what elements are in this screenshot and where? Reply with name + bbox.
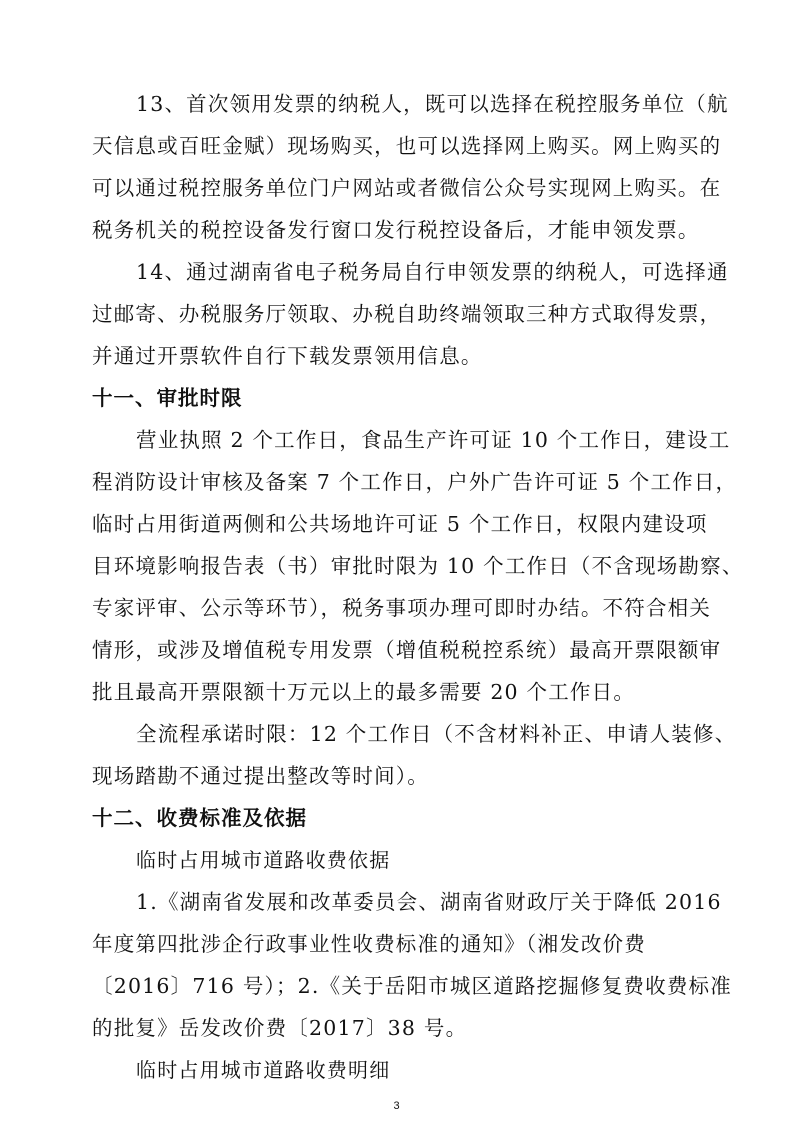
item14-line-1: 14、通过湖南省电子税务局自行申领发票的纳税人，可选择通 <box>136 260 729 284</box>
section11-line-1: 营业执照 2 个工作日，食品生产许可证 10 个工作日，建设工 <box>136 428 731 452</box>
section11-line-3: 临时占用街道两侧和公共场地许可证 5 个工作日，权限内建设项 <box>92 512 708 536</box>
fee-basis-line-2: 年度第四批涉企行政事业性收费标准的通知》（湘发改价费 <box>92 932 646 956</box>
item14-line-3: 并通过开票软件自行下载发票领用信息。 <box>92 344 483 368</box>
section12-heading: 十二、收费标准及依据 <box>92 806 307 830</box>
fee-basis-title: 临时占用城市道路收费依据 <box>136 848 391 872</box>
section11-line-2: 程消防设计审核及备案 7 个工作日，户外广告许可证 5 个工作日， <box>92 470 738 494</box>
fee-basis-line-4: 的批复》岳发改价费〔2017〕38 号。 <box>92 1016 468 1040</box>
section11-promise-line-2: 现场踏勘不通过提出整改等时间）。 <box>92 764 429 788</box>
fee-basis-line-3: 〔2016〕716 号）；2.《关于岳阳市城区道路挖掘修复费收费标准 <box>92 974 732 998</box>
item13-line-1: 13、首次领用发票的纳税人，既可以选择在税控服务单位（航 <box>136 92 729 116</box>
item14-line-2: 过邮寄、办税服务厅领取、办税自助终端领取三种方式取得发票， <box>92 302 722 326</box>
section11-promise-line-1: 全流程承诺时限：12 个工作日（不含材料补正、申请人装修、 <box>136 722 737 746</box>
section11-heading: 十一、审批时限 <box>92 386 243 410</box>
fee-detail-title: 临时占用城市道路收费明细 <box>136 1058 391 1082</box>
section11-line-7: 批且最高开票限额十万元以上的最多需要 20 个工作日。 <box>92 680 636 704</box>
item13-line-2: 天信息或百旺金赋）现场购买，也可以选择网上购买。网上购买的 <box>92 134 722 158</box>
item13-line-3: 可以通过税控服务单位门户网站或者微信公众号实现网上购买。在 <box>92 176 722 200</box>
section11-line-4: 目环境影响报告表（书）审批时限为 10 个工作日（不含现场勘察、 <box>92 554 744 578</box>
section11-line-5: 专家评审、公示等环节），税务事项办理可即时办结。不符合相关 <box>92 596 712 620</box>
fee-basis-line-1: 1.《湖南省发展和改革委员会、湖南省财政厅关于降低 2016 <box>136 890 722 914</box>
section11-line-6: 情形，或涉及增值税专用发票（增值税税控系统）最高开票限额审 <box>92 638 722 662</box>
page-number: 3 <box>393 1100 400 1112</box>
item13-line-4: 税务机关的税控设备发行窗口发行税控设备后，才能申领发票。 <box>92 218 700 242</box>
